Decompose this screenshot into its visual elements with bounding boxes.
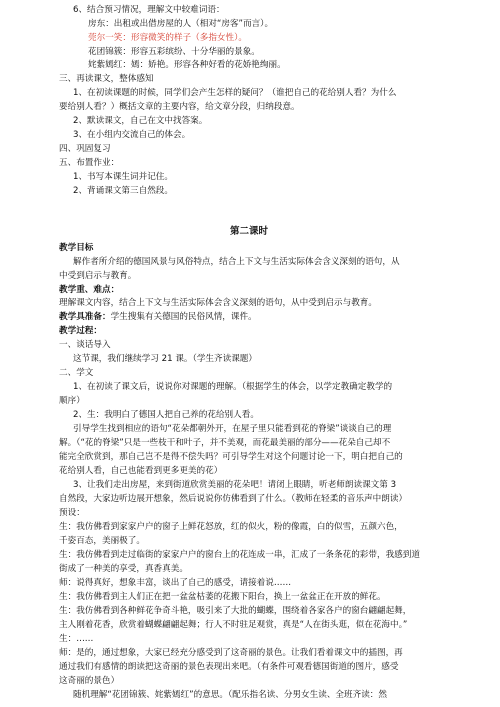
text-line: 中受到启示与教育。 — [59, 271, 137, 281]
text-line: 师：是的，通过想象，大家已经充分感受到了这奇丽的景色。让我们看着课文中的插图，再 — [59, 648, 403, 658]
text-line: 教学过程： — [59, 326, 102, 336]
section-title: 第二课时 — [230, 226, 269, 237]
text-line: 生：我仿佛看到各种鲜花争奇斗艳，吸引来了大批的蝴蝶，围绕着各家各户的窗台翩翩起舞， — [59, 606, 412, 616]
text-line: 自然段，大家边听边展开想象，然后说说你仿佛看到了什么。（教师在轻柔的音乐声中朗读） — [59, 494, 408, 504]
text-line: 这节课，我们继续学习 21 课。（学生齐读课题） — [73, 354, 257, 364]
text-line: 1、在初读了课文后，说说你对课题的理解。（根据学生的体会，以学定教确定教学的 — [73, 382, 393, 392]
text-line: 理解课文内容，结合上下文与生活实际体会含义深刻的语句，从中受到启示与教育。 — [59, 298, 377, 308]
text-line: 这奇丽的景色） — [59, 676, 120, 686]
text-line: 姹紫嫣红：嫣：娇艳。形容各种好看的花娇艳绚丽。 — [88, 60, 286, 70]
text-line: 生：…… — [59, 634, 94, 644]
text-line: 师：说得真好，想象丰富，谈出了自己的感受，请接着说…… — [59, 578, 292, 588]
text-line: 房东：出租或出借房屋的人（相对“房客”而言）。 — [88, 19, 274, 29]
text-line: 3、在小组内交流自己的体会。 — [73, 130, 191, 140]
text-line: 二、学文 — [59, 368, 94, 378]
text-line: 生：我仿佛看到家家户户的窗子上鲜花怒放，红的似火，粉的像霞，白的似雪，五颜六色， — [59, 522, 403, 532]
text-line: 教学具准备：学生搜集有关德国的民俗风情，课件。 — [59, 312, 257, 322]
text-line: 教学重、难点： — [59, 285, 120, 295]
text-line: 1、在初读课题的时候，同学们会产生怎样的疑问？（谁把自己的花给别人看？为什么 — [73, 88, 397, 98]
text-line: 1、书写本课生词并记住。 — [73, 172, 173, 182]
text-line: 花给别人看，自己也能看到更多更美的花） — [59, 466, 223, 476]
text-line: 2、生：我明白了德国人把自己养的花给别人看。 — [73, 410, 259, 420]
text-line: 通过我们有感情的朗读把这奇丽的景色表现出来吧。（有条件可观看德国街道的图片，感受 — [59, 662, 399, 672]
text-line: 花团锦簇：形容五彩缤纷、十分华丽的景象。 — [88, 47, 260, 57]
text-line: 四、巩固复习 — [59, 144, 111, 154]
text-line: 6、结合预习情况，理解文中较难词语： — [73, 5, 225, 15]
text-line: 千姿百态，美丽极了。 — [59, 536, 145, 546]
text-line: 解作者所介绍的德国风景与风俗特点，结合上下文与生活实际体会含义深刻的语句，从 — [73, 257, 400, 267]
text-line: 一、谈话导入 — [59, 340, 111, 350]
text-line: 主人刚着花香，欣赏着蝴蝶翩翩起舞；行人不时驻足观赏，真是“人在街头逛，似在花海中。” — [59, 620, 408, 630]
text-line: 顺序） — [59, 396, 85, 406]
text-line: 能完全欣赏到，那自己岂不是得不偿失吗？可引导学生对这个问题讨论一下，明白把自己的 — [59, 452, 403, 462]
text-line: 预设： — [59, 508, 85, 518]
text-line: 要给别人看？）概括文章的主要内容，给文章分段，归纳段意。 — [59, 102, 300, 112]
text-line: 生：我仿佛看到主人们正在把一盆盆枯萎的花搬下阳台，换上一盆盆正在开放的鲜花。 — [59, 592, 386, 602]
text-line: 三、再读课文，整体感知 — [59, 74, 154, 84]
text-line: 引导学生找到相应的语句“花朵都朝外开，在屋子里只能看到花的脊梁”谈谈自己的理 — [73, 424, 392, 434]
text-line: 随机理解“花团锦簇、姹紫嫣红”的意思。（配乐指名读、分男女生读、全班齐读：然 — [73, 690, 387, 700]
text-line: 教学目标 — [59, 243, 94, 253]
text-line: 五、布置作业： — [59, 158, 120, 168]
text-line: 莞尔一笑：形容微笑的样子（多指女性）。 — [88, 33, 247, 43]
text-line: 解。（“花的脊梁”只是一些枝干和叶子，并不美观，而花最美丽的部分——花朵自己却不 — [59, 438, 391, 448]
text-line: 3、让我们走出房屋，来到街道欣赏美丽的花朵吧！请闭上眼睛，听老师朗读课文第 3 — [73, 480, 397, 490]
text-line: 2、背诵课文第三自然段。 — [73, 186, 173, 196]
text-line: 生：我仿佛看到走过临街的家家户户的窗台上的花连成一串，汇成了一条条花的彩带，我感到道 — [59, 550, 420, 560]
text-line: 2、默读课文，自己在文中找答案。 — [73, 116, 208, 126]
text-line: 街成了一种美的享受，真香真美。 — [59, 564, 188, 574]
